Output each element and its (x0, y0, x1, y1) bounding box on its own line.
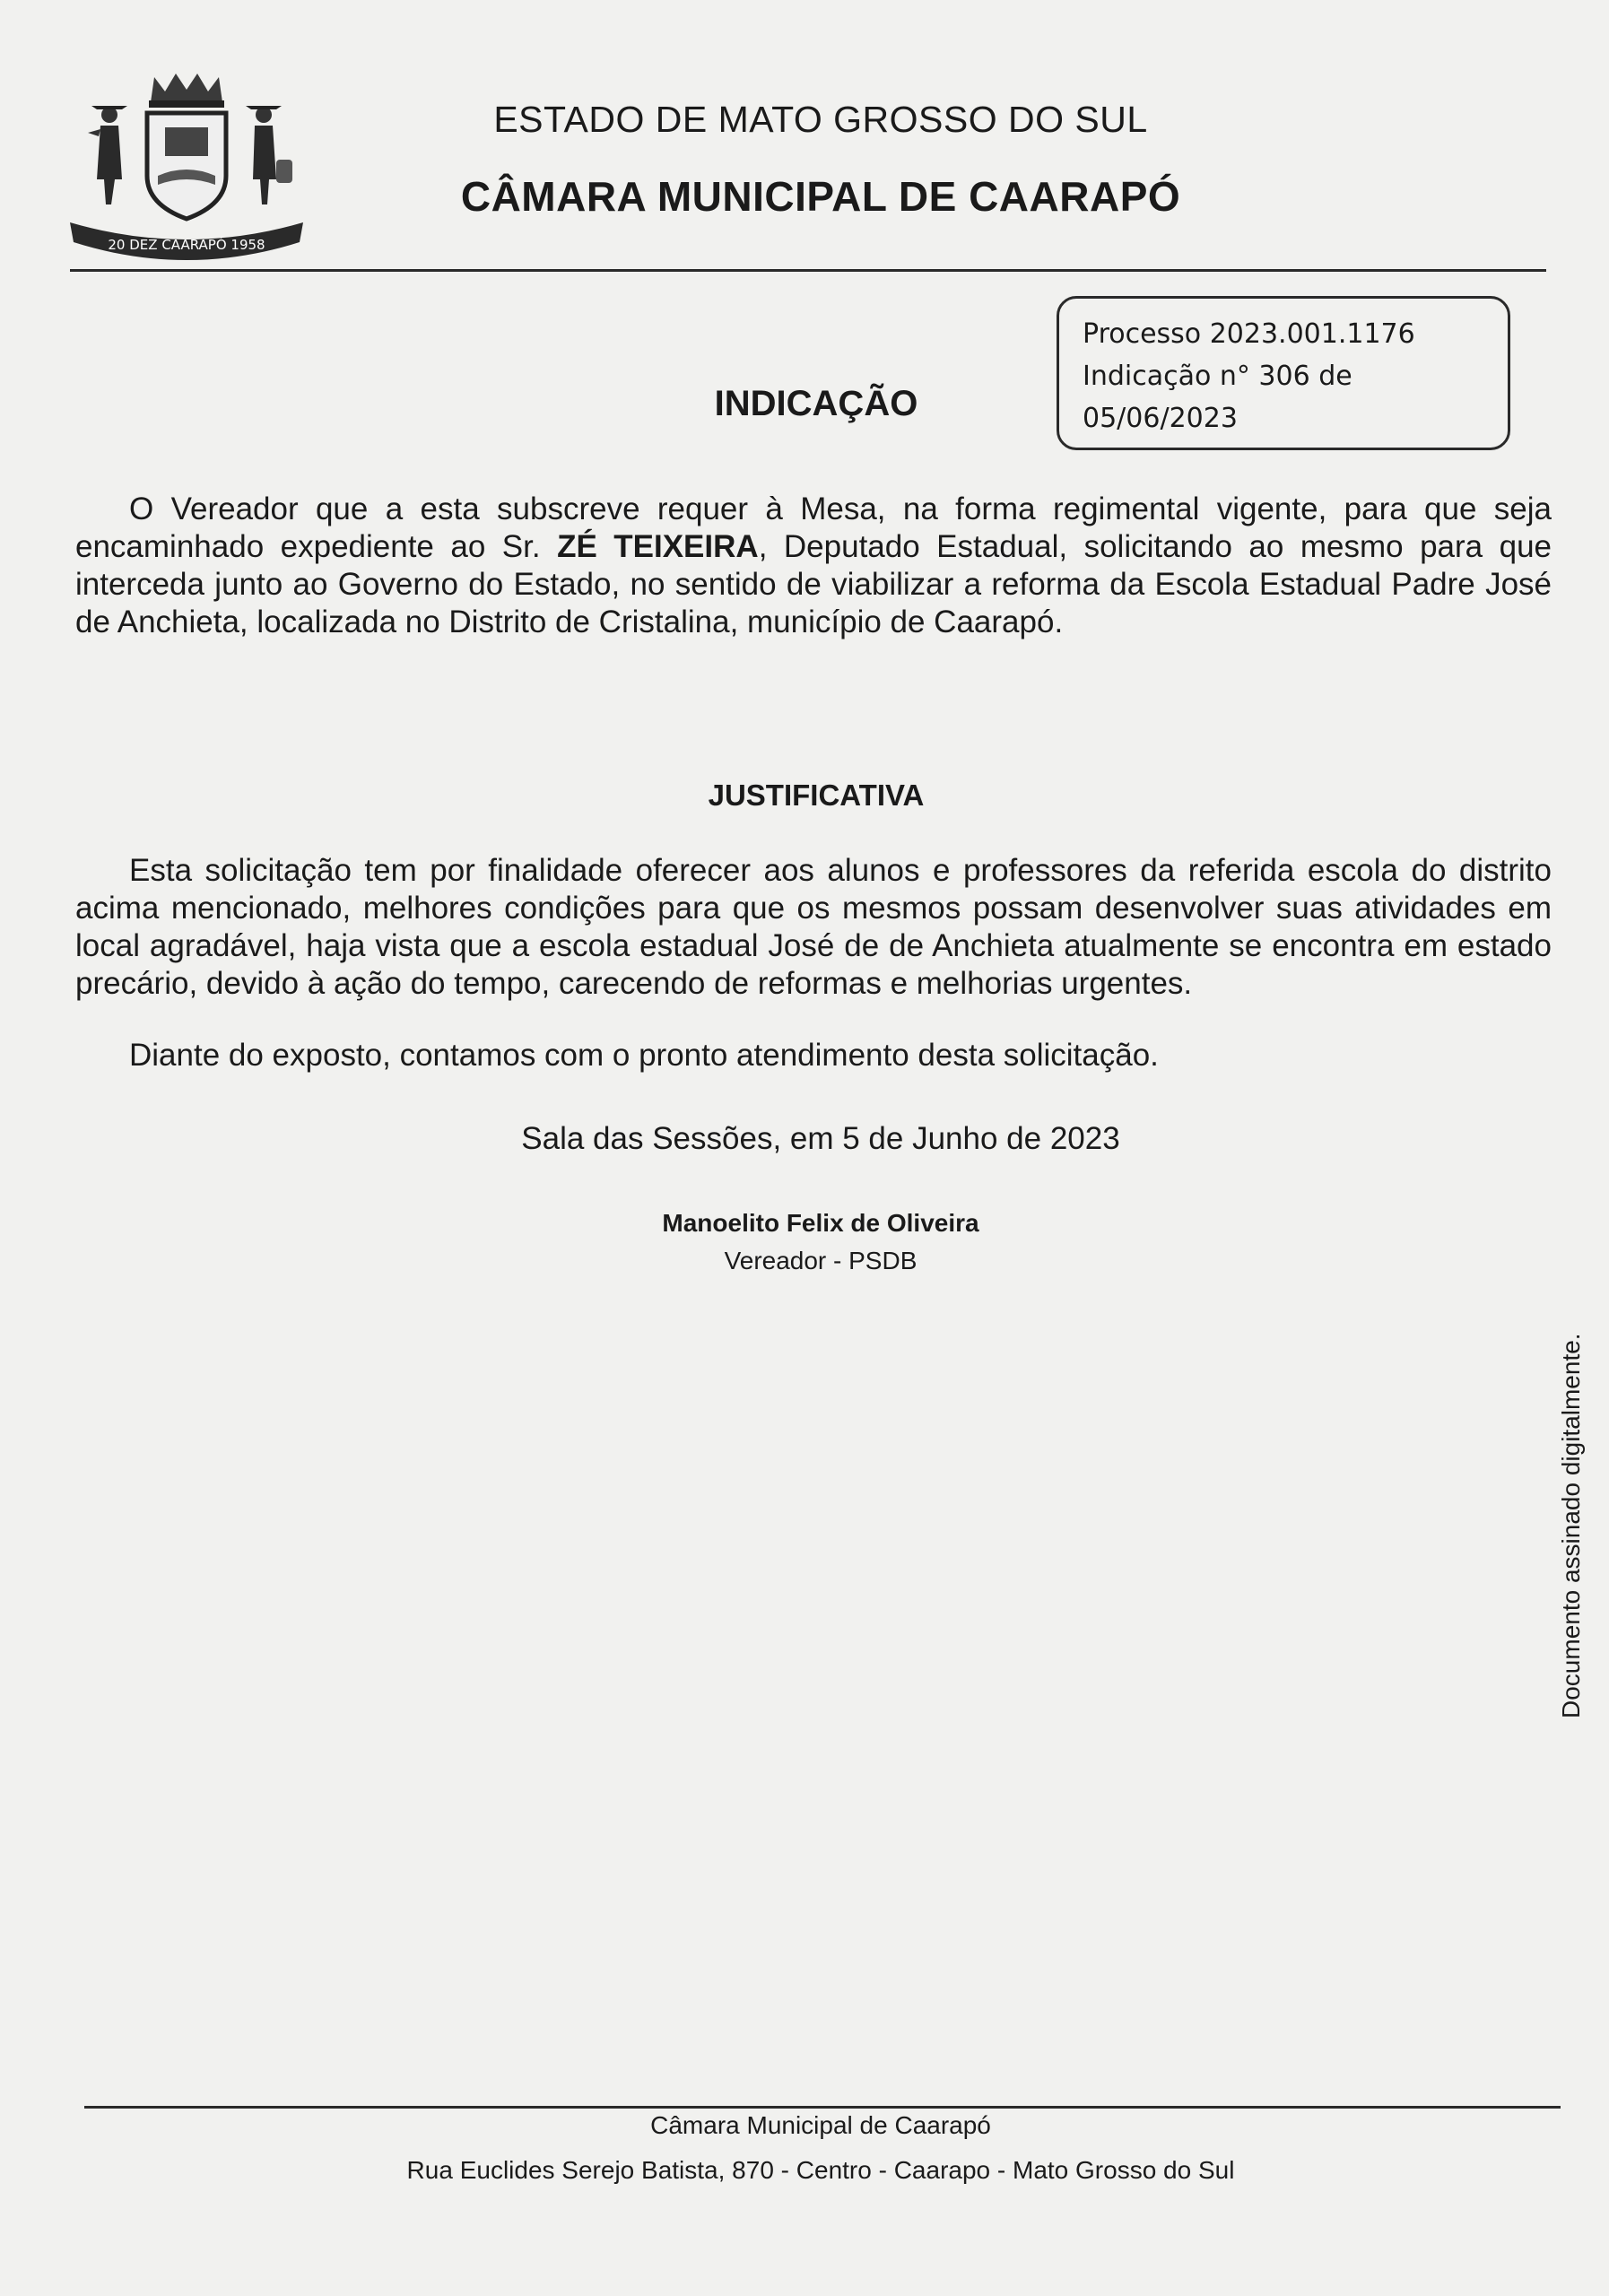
recipient-name: ZÉ TEIXEIRA (557, 529, 759, 564)
process-number: Processo 2023.001.1176 (1083, 318, 1415, 350)
place-and-date: Sala das Sessões, em 5 de Junho de 2023 (521, 1121, 1120, 1156)
footer-chamber-name: Câmara Municipal de Caarapó (650, 2111, 991, 2139)
signer-name: Manoelito Felix de Oliveira (662, 1209, 979, 1237)
chamber-name: CÂMARA MUNICIPAL DE CAARAPÓ (460, 173, 1181, 220)
crest-ribbon-text: 20 DEZ CAARAPÓ 1958 (108, 237, 265, 253)
digital-signature-note: Documento assinado digitalmente. (1557, 1333, 1585, 1718)
footer-address: Rua Euclides Serejo Batista, 870 - Centro - Caarapo - Mato Grosso do Sul (406, 2156, 1235, 2184)
signer-role: Vereador - PSDB (724, 1247, 918, 1274)
closing-text: Diante do exposto, contamos com o pronto atendimento desta solicitação. (129, 1038, 1159, 1073)
request-text-end: , Deputado Estadual, solicitando ao mesmo para que interceda junto ao Governo do Estado, no sentido de viabilizar a reforma da Escola Estadual Padre José de Anchieta, localizada no Distrito de Cristalina, município de Caarapó. (75, 529, 1552, 639)
document-title: INDICAÇÃO (714, 384, 918, 423)
municipal-crest-logo (65, 70, 309, 267)
request-paragraph (75, 491, 1552, 641)
process-stamp-box (1057, 296, 1510, 450)
indication-number: Indicação n° 306 de (1083, 361, 1352, 392)
header-divider (70, 269, 1546, 272)
justification-title: JUSTIFICATIVA (708, 778, 925, 812)
request-text-start: O Vereador que a esta subscreve requer à Mesa, na forma regimental vigente, para que seja encaminhado expediente ao Sr. (75, 491, 1552, 564)
footer-divider (84, 2106, 1561, 2109)
state-name: ESTADO DE MATO GROSSO DO SUL (493, 99, 1148, 140)
justification-paragraph (75, 852, 1552, 1003)
indication-date: 05/06/2023 (1083, 403, 1238, 434)
justification-text: Esta solicitação tem por finalidade oferecer aos alunos e professores da referida escola do distrito acima mencionado, melhores condições para que os mesmos possam desenvolver suas atividades em local agradável, haja vista que a escola estadual José de de Anchieta atualmente se encontra em estado precário, devido à ação do tempo, carecendo de reformas e melhorias urgentes. (75, 853, 1552, 1001)
closing-paragraph (75, 1037, 1552, 1074)
